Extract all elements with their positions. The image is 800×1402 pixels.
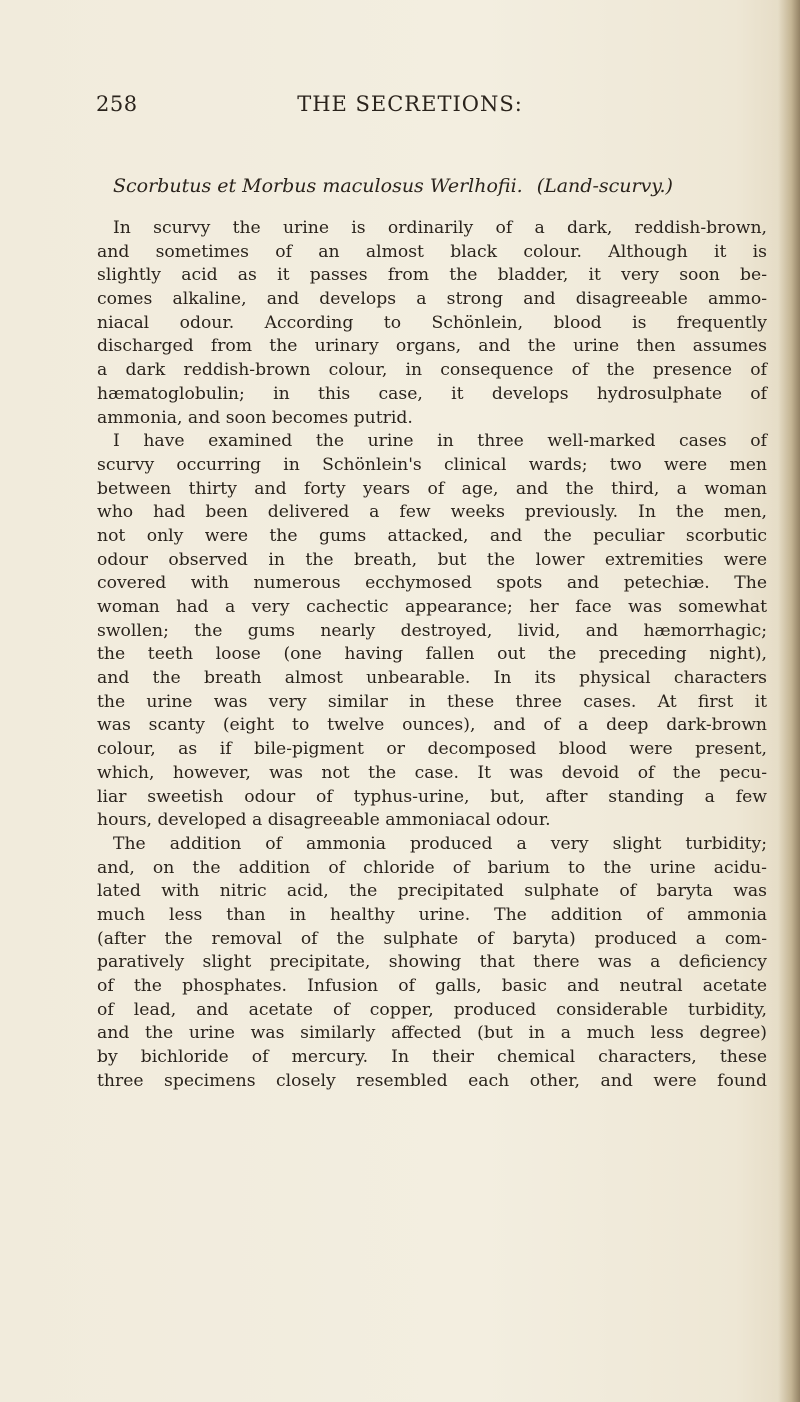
- body-text: [97, 217, 767, 1093]
- text-line: of lead, and acetate of copper, produced considerable turbidity,: [97, 999, 767, 1020]
- text-line: and the urine was similarly affected (but in a much less degree): [97, 1023, 767, 1044]
- text-line: woman had a very cachectic appearance; her face was somewhat: [97, 597, 767, 617]
- text-line: the urine was very similar in these three cases. At first it: [97, 691, 767, 712]
- text-line: liar sweetish odour of typhus-urine, but, after standing a few: [97, 786, 767, 807]
- text-line: by bichloride of mercury. In their chemical characters, these: [97, 1047, 767, 1068]
- text-line: (after the removal of the sulphate of baryta) produced a com-: [97, 928, 767, 949]
- text-line: and sometimes of an almost black colour. Although it is: [97, 241, 767, 262]
- section-title: [113, 175, 773, 197]
- text-line: of the phosphates. Infusion of galls, basic and neutral acetate: [97, 976, 767, 996]
- page-header: [0, 92, 800, 122]
- text-line: a dark reddish-brown colour, in consequence of the presence of: [97, 360, 767, 381]
- text-line: which, however, was not the case. It was devoid of the pecu-: [97, 762, 767, 783]
- text-line: ammonia, and soon becomes putrid.: [97, 407, 413, 428]
- text-line: slightly acid as it passes from the bladder, it very soon be-: [97, 265, 767, 286]
- text-line: between thirty and forty years of age, and the third, a woman: [97, 478, 767, 499]
- text-line: paratively slight precipitate, showing that there was a deficiency: [97, 952, 767, 973]
- text-line: In scurvy the urine is ordinarily of a dark, reddish-brown,: [113, 218, 767, 238]
- text-line: was scanty (eight to twelve ounces), and of a deep dark-brown: [97, 715, 767, 736]
- running-head: THE SECRETIONS:: [297, 92, 523, 116]
- section-title-english: (Land-scurvy.): [536, 175, 673, 197]
- text-line: colour, as if bile-pigment or decomposed blood were present,: [97, 739, 767, 760]
- text-line: lated with nitric acid, the precipitated sulphate of baryta was: [97, 881, 767, 902]
- section-title-latin: Scorbutus et Morbus maculosus Werlhofii.: [113, 175, 523, 197]
- text-line: odour observed in the breath, but the lower extremities were: [97, 549, 767, 570]
- text-line: much less than in healthy urine. The addition of ammonia: [97, 904, 767, 925]
- text-line: and, on the addition of chloride of barium to the urine acidu-: [97, 857, 767, 878]
- text-line: who had been delivered a few weeks previously. In the men,: [97, 502, 767, 523]
- text-line: the teeth loose (one having fallen out the preceding night),: [97, 644, 767, 665]
- text-line: comes alkaline, and develops a strong and disagreeable ammo-: [97, 289, 767, 310]
- text-line: covered with numerous ecchymosed spots and petechiæ. The: [97, 573, 767, 594]
- text-line: swollen; the gums nearly destroyed, livid, and hæmorrhagic;: [97, 620, 767, 641]
- text-line: not only were the gums attacked, and the peculiar scorbutic: [97, 525, 767, 546]
- text-line: scurvy occurring in Schönlein's clinical wards; two were men: [97, 454, 767, 475]
- text-line: I have examined the urine in three well-marked cases of: [113, 431, 767, 452]
- text-line: niacal odour. According to Schönlein, blood is frequently: [97, 312, 767, 333]
- page-number: 258: [96, 92, 138, 116]
- text-line: discharged from the urinary organs, and the urine then assumes: [97, 336, 767, 357]
- text-line: hours, developed a disagreeable ammoniacal odour.: [97, 810, 551, 831]
- page-edge-shadow: [778, 0, 800, 1402]
- text-line: hæmatoglobulin; in this case, it develops hydrosulphate of: [97, 383, 767, 404]
- text-line: and the breath almost unbearable. In its physical characters: [97, 668, 767, 689]
- text-line: three specimens closely resembled each other, and were found: [97, 1070, 767, 1091]
- text-line: The addition of ammonia produced a very slight turbidity;: [113, 833, 767, 854]
